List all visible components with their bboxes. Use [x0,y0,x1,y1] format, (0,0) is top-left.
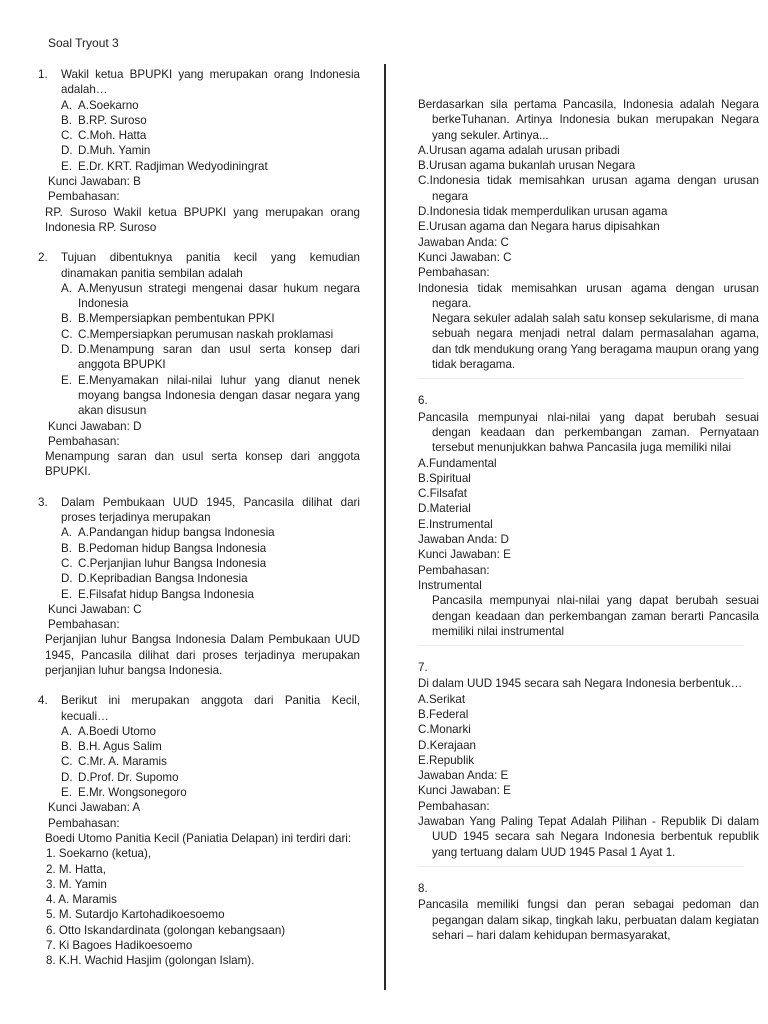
explanation-label: Pembahasan: [48,434,120,448]
option-c[interactable]: C. C.Perjanjian luhur Bangsa Indonesia [61,556,267,570]
list-item: 3. M. Yamin [46,877,107,891]
explanation-text: RP. Suroso Wakil ketua BPUPKI yang merupakan orang Indonesia RP. Suroso [45,205,360,234]
your-answer: Jawaban Anda: E [418,769,509,783]
question-separator [418,866,744,867]
question-text: Dalam Pembukaan UUD 1945, Pancasila dilihat dari proses terjadinya merupakan [61,495,360,525]
answer-key: Kunci Jawaban: E [418,784,511,798]
option-d[interactable]: D. D.Menampung saran dan usul serta konsep dari anggota BPUPKI [61,343,360,372]
list-item: 4. A. Maramis [46,893,117,907]
option-a[interactable]: A.Urusan agama adalah urusan pribadi [418,143,620,157]
question-separator [418,645,744,646]
option-e[interactable]: E.Republik [418,753,475,767]
answer-key: Kunci Jawaban: B [48,175,141,189]
option-c[interactable]: C.Monarki [418,723,471,737]
question-5 [418,97,759,372]
option-a[interactable]: A.Serikat [418,692,466,706]
option-e[interactable]: E. E.Dr. KRT. Radjiman Wedyodiningrat [61,159,268,173]
question-number: 6. [418,394,428,408]
options-list [38,525,360,601]
option-e[interactable]: E. E.Mr. Wongsonegoro [61,786,187,800]
option-c[interactable]: C. C.Moh. Hatta [61,129,147,143]
answer-key: Kunci Jawaban: A [48,801,141,815]
question-text: Berdasarkan sila pertama Pancasila, Indonesia adalah Negara berkeTuhanan. Artinya Indonesia bukan merupakan Negara yang sekuler. Artinya... [418,98,759,142]
question-8 [418,881,759,943]
question-number: 4. [38,694,48,708]
list-item: 8. K.H. Wachid Hasjim (golongan Islam). [46,954,255,968]
question-text: Wakil ketua BPUPKI yang merupakan orang Indonesia adalah… [61,68,360,97]
option-a[interactable]: A. A.Pandangan hidup bangsa Indonesia [61,526,275,540]
options-list [38,281,360,419]
option-b[interactable]: B. B.Mempersiapkan pembentukan PPKI [61,312,275,326]
answer-key: Kunci Jawaban: C [418,250,512,264]
explanation-text: Jawaban Yang Paling Tepat Adalah Pilihan - Republik Di dalam UUD 1945 secara sah Negara Indonesia berbentuk republik yang tertuang dalam UUD 1945 Pasal 1 Ayat 1. [418,815,759,859]
option-c[interactable]: C. C.Mempersiapkan perumusan naskah proklamasi [61,327,334,341]
column-divider [384,64,386,990]
option-b[interactable]: B.Federal [418,707,469,721]
member-list [38,846,360,968]
right-column [418,97,759,943]
explanation-text: Indonesia tidak memisahkan urusan agama dengan urusan negara. [418,281,759,310]
option-b[interactable]: B.Spiritual [418,471,471,485]
list-item: 1. Soekarno (ketua), [46,847,152,861]
question-2 [38,250,360,479]
explanation-label: Pembahasan: [48,190,120,204]
list-item: 6. Otto Iskandardinata (golongan kebangsaan) [46,923,286,937]
question-number: 8. [418,881,428,895]
option-a[interactable]: A. A.Menyusun strategi mengenai dasar hukum negara Indonesia [61,281,360,311]
question-1 [38,67,360,235]
option-d[interactable]: D. D.Muh. Yamin [61,144,151,158]
option-e[interactable]: E. E.Menyamakan nilai-nilai luhur yang dianut nenek moyang bangsa Indonesia dengan dasar negara yang akan disusun [61,373,360,418]
option-d[interactable]: D. D.Kepribadian Bangsa Indonesia [61,572,248,586]
list-item: 5. M. Sutardjo Kartohadikoesoemo [46,908,225,922]
question-number: 2. [38,251,48,265]
list-item: 7. Ki Bagoes Hadikoesoemo [46,939,193,953]
question-text: Pancasila memiliki fungsi dan peran sebagai pedoman dan pegangan dalam sikap, tingkah laku, perbuatan dalam kegiatan sehari – hari dalam kehidupan bermasyarakat, [418,898,759,942]
document-title: Soal Tryout 3 [48,36,119,50]
list-item: 2. M. Hatta, [46,862,106,876]
option-d[interactable]: D. D.Prof. Dr. Supomo [61,770,179,784]
question-number: 7. [418,661,428,675]
explanation-text: Instrumental [418,578,482,592]
options-list [38,724,360,800]
question-number: 1. [38,68,48,81]
option-b[interactable]: B. B.H. Agus Salim [61,740,162,754]
question-separator [418,378,744,379]
question-3 [38,495,360,679]
answer-key: Kunci Jawaban: C [48,602,142,616]
explanation-detail: Negara sekuler adalah salah satu konsep sekularisme, di mana sebuah negara menjadi netral dalam permasalahan agama, dan tdk mendukung orang Yang beragama maupun orang yang tidak beragama. [432,312,759,372]
option-b[interactable]: B.Urusan agama bukanlah urusan Negara [418,159,636,173]
question-4 [38,693,360,968]
explanation-label: Pembahasan: [48,816,120,830]
option-d[interactable]: D.Material [418,502,471,516]
explanation-detail: Pancasila mempunyai nlai-nilai yang dapat berubah sesuai dengan keadaan dan perkembangan zaman berarti Pancasila memiliki nilai instrumental [432,594,759,638]
option-e[interactable]: E.Urusan agama dan Negara harus dipisahkan [418,220,660,234]
left-column [38,67,360,969]
option-c[interactable]: C.Filsafat [418,487,467,501]
question-text: Berikut ini merupakan anggota dari Panitia Kecil, kecuali… [61,694,360,723]
option-d[interactable]: D.Kerajaan [418,738,477,752]
your-answer: Jawaban Anda: C [418,235,509,249]
question-text: Di dalam UUD 1945 secara sah Negara Indonesia berbentuk… [418,677,743,691]
explanation-label: Pembahasan: [48,618,120,632]
question-number: 3. [38,495,48,509]
answer-key: Kunci Jawaban: E [418,548,511,562]
option-a[interactable]: A.Fundamental [418,456,497,470]
option-d[interactable]: D.Indonesia tidak memperdulikan urusan agama [418,205,668,219]
options-list [38,98,360,174]
option-a[interactable]: A. A.Boedi Utomo [61,724,156,738]
question-6 [418,393,759,639]
option-e[interactable]: E. E.Filsafat hidup Bangsa Indonesia [61,587,254,601]
option-a[interactable]: A. A.Soekarno [61,98,139,112]
question-7 [418,660,759,860]
question-text: Tujuan dibentuknya panitia kecil yang kemudian dinamakan panitia sembilan adalah [61,251,360,280]
option-c[interactable]: C.Indonesia tidak memisahkan urusan agama dengan urusan negara [418,174,759,203]
option-e[interactable]: E.Instrumental [418,517,493,531]
explanation-label: Pembahasan: [418,266,490,280]
explanation-text: Menampung saran dan usul serta konsep dari anggota BPUPKI. [45,450,360,479]
explanation-label: Pembahasan: [418,563,490,577]
option-c[interactable]: C. C.Mr. A. Maramis [61,755,167,769]
option-b[interactable]: B. B.Pedoman hidup Bangsa Indonesia [61,541,267,555]
explanation-label: Pembahasan: [418,799,490,813]
answer-key: Kunci Jawaban: D [48,419,142,433]
explanation-text: Perjanjian luhur Bangsa Indonesia Dalam Pembukaan UUD 1945, Pancasila dilihat dari proses terjadinya merupakan perjanjian luhur bangsa Indonesia. [45,633,360,677]
question-text: Pancasila mempunyai nlai-nilai yang dapat berubah sesuai dengan keadaan dan perkembangan zaman. Pernyataan tersebut menunjukkan bahwa Pancasila juga memiliki nilai [418,410,759,455]
option-b[interactable]: B. B.RP. Suroso [61,113,147,127]
explanation-text: Boedi Utomo Panitia Kecil (Paniatia Delapan) ini terdiri dari: [45,831,352,845]
your-answer: Jawaban Anda: D [418,533,509,547]
